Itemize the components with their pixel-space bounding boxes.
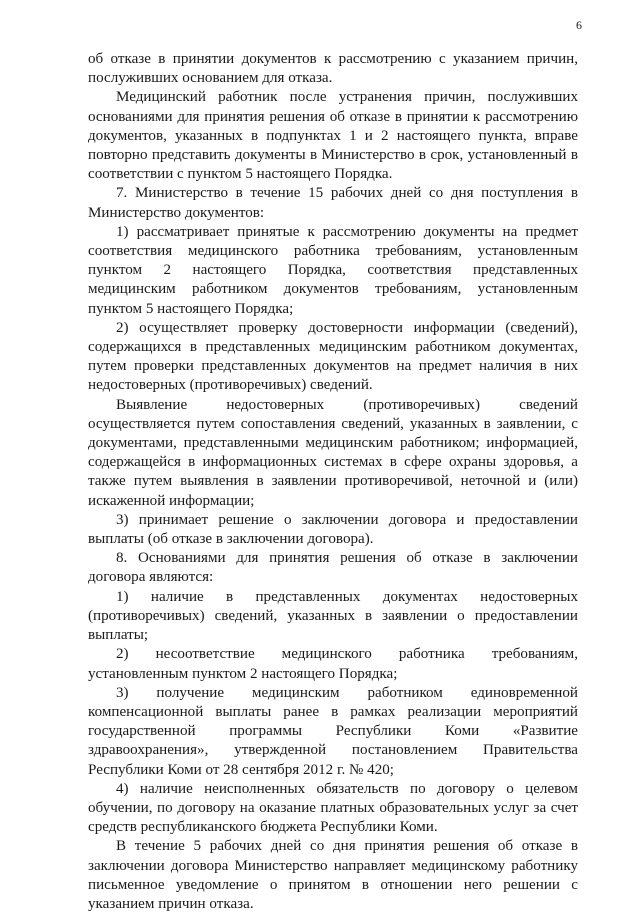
- page-number: 6: [576, 18, 582, 32]
- document-body: [88, 50, 578, 914]
- paragraph: Выявление недостоверных (противоречивых) сведений осуществляется путем сопоставления сведений, указанных в заявлении, с документами, представленными медицинским работником; информацией, содержащейся в информационных системах в сфере охраны здоровья, а также путем выявления в заявлении противоречивой, неточной и (или) искаженной информации;: [88, 396, 578, 509]
- paragraph: 3) принимает решение о заключении договора и предоставлении выплаты (об отказе в заключении договора).: [88, 511, 578, 548]
- paragraph: 1) рассматривает принятые к рассмотрению документы на предмет соответствия медицинского работника требованиям, установленным пунктом 2 настоящего Порядка, соответствия представленных медицинским работником документов требованиям, установленным пунктом 5 настоящего Порядка;: [88, 223, 578, 317]
- paragraph: 3) получение медицинским работником единовременной компенсационной выплаты ранее в рамках реализации мероприятий государственной программы Республики Коми «Развитие здравоохранения», утвержденной постановлением Правительства Республики Коми от 28 сентября 2012 г. № 420;: [88, 684, 578, 778]
- paragraph: В течение 5 рабочих дней со дня принятия решения об отказе в заключении договора Министерство направляет медицинскому работнику письменное уведомление о принятом в отношении него решении с указанием причин отказа.: [88, 838, 578, 912]
- paragraph: 1) наличие в представленных документах недостоверных (противоречивых) сведений, указанных в заявлении о предоставлении выплаты;: [88, 588, 578, 644]
- paragraph: 2) несоответствие медицинского работника требованиям, установленным пунктом 2 настоящего Порядка;: [88, 646, 578, 682]
- paragraph: 4) наличие неисполненных обязательств по договору о целевом обучении, по договору на оказание платных образовательных услуг за счет средств республиканского бюджета Республики Коми.: [88, 780, 578, 836]
- paragraph: 2) осуществляет проверку достоверности информации (сведений), содержащихся в представленных медицинским работником документах, путем проверки представленных документов на предмет наличия в них недостоверных (противоречивых) сведений.: [88, 319, 578, 394]
- paragraph: Медицинский работник после устранения причин, послуживших основаниями для принятия решения об отказе в принятии к рассмотрению документов, указанных в подпунктах 1 и 2 настоящего пункта, вправе повторно представить документы в Министерство в срок, установленный в соответствии с пунктом 5 настоящего Порядка.: [88, 89, 578, 183]
- paragraph: 8. Основаниями для принятия решения об отказе в заключении договора являются:: [88, 550, 578, 586]
- paragraph: 7. Министерство в течение 15 рабочих дней со дня поступления в Министерство документов:: [88, 185, 578, 221]
- paragraph: об отказе в принятии документов к рассмотрению с указанием причин, послуживших основанием для отказа.: [88, 51, 578, 87]
